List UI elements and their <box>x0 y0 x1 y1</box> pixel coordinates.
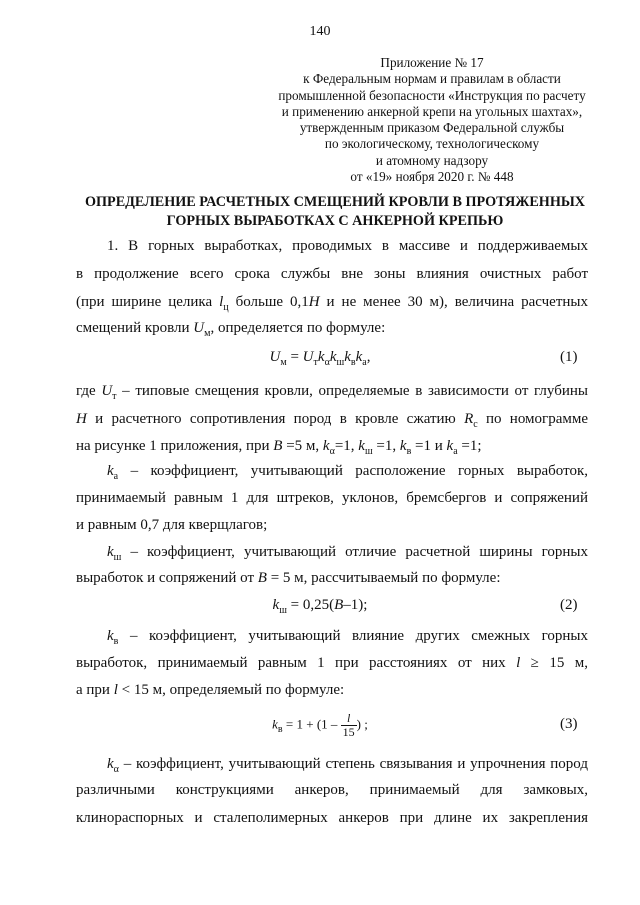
paragraph-2-line-1: где $U_т$ – типовые смещения кровли, определяемые в зависимости от глубины <box>76 383 588 402</box>
paragraph-5-line-1: $k_в$ – коэффициент, учитывающий влияние других смежных горных <box>107 628 588 647</box>
formula-1-number: (1) <box>560 349 578 365</box>
appendix-line: промышленной безопасности «Инструкция по расчету <box>278 87 586 103</box>
formula-2-number: (2) <box>560 597 578 613</box>
formula-3-number: (3) <box>560 716 578 732</box>
paragraph-4-line-1: $k_ш$ – коэффициент, учитывающий отличие расчетной ширины горных <box>107 544 588 563</box>
paragraph-1-line-3: (при ширине целика $l_ц$ больше 0,1H и не менее 30 м), величина расчетных <box>76 294 588 313</box>
paragraph-5-line-2: выработок, принимаемый равным 1 при расстояниях от них l ≥ 15 м, <box>76 655 588 671</box>
paragraph-1-line-2: в продолжение всего срока службы вне зоны влияния очистных работ <box>76 266 588 282</box>
document-title <box>60 193 610 231</box>
appendix-line: и атомному надзору <box>375 152 489 168</box>
page-number: 140 <box>309 24 331 39</box>
paragraph-4-line-2: выработок и сопряжений от B = 5 м, рассчитываемый по формуле: <box>76 570 501 586</box>
appendix-line: по экологическому, технологическому <box>324 136 540 152</box>
formula-1: $U_м = U_тk_\alpha k_шk_вk_a$, <box>269 349 371 368</box>
paragraph-6-line-1: $k_\alpha$ – коэффициент, учитывающий степень связывания и упрочнения пород <box>107 756 588 775</box>
paragraph-6-line-3: клинораспорных и сталеполимерных анкеров при длине их закрепления <box>76 810 588 826</box>
appendix-line: Приложение № 17 <box>380 55 484 70</box>
paragraph-3-line-2: принимаемый равным 1 для штреков, уклонов, бремсбергов и сопряжений <box>76 490 588 506</box>
title-line: ГОРНЫХ ВЫРАБОТКАХ С АНКЕРНОЙ КРЕПЬЮ <box>166 213 504 229</box>
paragraph-2-line-3: на рисунке 1 приложения, при B =5 м, $k_\alpha=1$, $k_ш =1$, $k_в =1$ и $k_a =1$; <box>76 438 482 457</box>
title-line: ОПРЕДЕЛЕНИЕ РАСЧЕТНЫХ СМЕЩЕНИЙ КРОВЛИ В ПРОТЯЖЕННЫХ <box>84 194 586 210</box>
appendix-line: и применению анкерной крепи на угольных шахтах», <box>281 103 583 119</box>
paragraph-3-line-3: и равным 0,7 для кверщлагов; <box>76 517 268 533</box>
appendix-line: утвержденным приказом Федеральной службы <box>299 120 565 136</box>
formula-3-fraction: $\frac{l}{15}$ <box>342 711 355 739</box>
paragraph-1-line-1: 1. В горных выработках, проводимых в массиве и поддерживаемых <box>107 238 588 254</box>
paragraph-5-line-3: а при l < 15 м, определяемый по формуле: <box>76 682 345 698</box>
appendix-line: от «19» ноября 2020 г. № 448 <box>350 169 514 185</box>
paragraph-6-line-2: различными конструкциями анкеров, принимаемый для замковых, <box>76 782 588 798</box>
formula-3: $k_в = 1 + (1$ – $\frac{l}{15}$ ) ; <box>272 711 368 739</box>
appendix-header <box>262 55 602 185</box>
paragraph-2-line-2: H и расчетного сопротивления пород в кровле сжатию $R_c$ по номограмме <box>76 411 588 430</box>
paragraph-1-line-4: смещений кровли $U_м$, определяется по формуле: <box>76 320 386 339</box>
formula-2: $k_ш = 0,25(B-1)$; <box>272 597 368 616</box>
paragraph-3-line-1: $k_a$ – коэффициент, учитывающий расположение горных выработок, <box>107 463 588 482</box>
appendix-line: к Федеральным нормам и правилам в области <box>303 71 561 87</box>
